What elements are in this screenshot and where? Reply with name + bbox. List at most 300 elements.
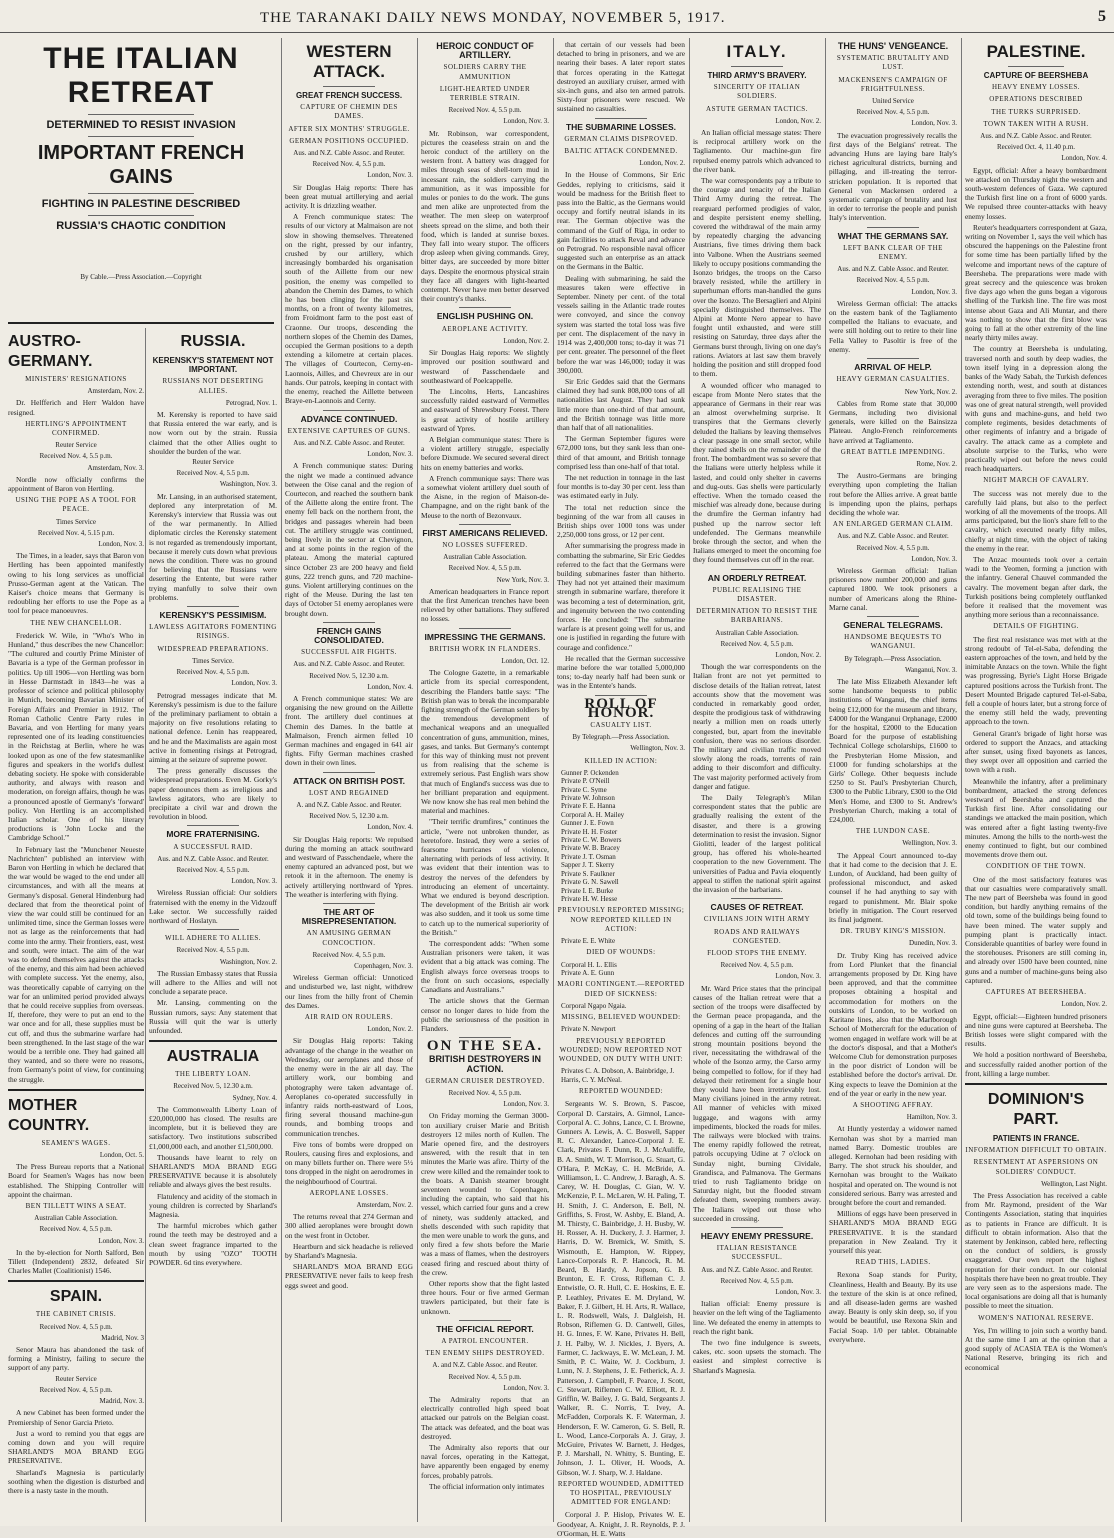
dateline: London, Nov. 3. xyxy=(775,1287,821,1296)
section-heading: DOMINION'S PART. xyxy=(987,1090,1085,1128)
paragraph: The press generally discusses the widespread preparations. Even M. Gorky's paper denounces them as irreligious and lawless agitators, who are likely to precipitate a civil war and drown the revolution in blood. xyxy=(149,766,277,822)
received: Received Nov. 5, 12.30 a.m. xyxy=(309,812,389,821)
section-heading: GENERAL TELEGRAMS. xyxy=(843,619,943,630)
lead-deck-2: IMPORTANT FRENCH GAINS xyxy=(37,142,245,188)
section-heading: ARRIVAL OF HELP. xyxy=(854,362,932,373)
received: Received Nov. 4, 5.5 p.m. xyxy=(856,108,930,117)
subheading: DETERMINATION TO RESIST THE BARBARIANS. xyxy=(696,607,818,625)
paragraph: He recalled that the German successive marine before the war totalled 5,000,000 tons; to-day nearly half had been sunk or was in the Entente's hands. xyxy=(557,653,685,691)
subheading: LEFT BANK CLEAR OF THE ENEMY. xyxy=(843,243,943,262)
subheading: THIRD ARMY'S BRAVERY. xyxy=(707,71,807,80)
subheading: SUCCESSFUL AIR FIGHTS. xyxy=(301,648,397,657)
paragraph: The Press Association has received a cable from Mr. Raymond, president of the War Contingents Association, stating that inquiries as to patients in France are difficult. It is difficult to obtain information. Also that the statement by Jenkinson, cabled here, reflecting on the conduct of soldiers, is grossly exaggerated. Our own report the highest reputation for their conduct. In our colonial hospitals there have been no great trouble. They are very seen as to the aspersions made. The local organisations are doing all that is humanly possible to meet the situation. xyxy=(965,1190,1107,1311)
dateline: London, Nov. 3. xyxy=(231,877,277,886)
subheading: LOST AND REGAINED xyxy=(309,788,389,797)
subheading: SINCERITY OF ITALIAN SOLDIERS. xyxy=(713,83,801,101)
paragraph: A French communique states: The results of our victory at Malmaison are not slow in showing themselves. Threatened on the right, pressed by our infantry, crushed by our artillery, which increasingly bombarded his organisation south of the Aillette from our new position, the enemy was compelled to abandon the Chemin des Dames, to which he has been clinging for the past six months, on a front of twenty kilometres, from Froidmont farm to the post east of Craonne. Our troops, descending the northern slopes of the Chemin des Dames, occupied the German positions to a depth extending a kilometre at certain places. The villages of Courtecon, Cerny-en-Laonnois, Ailles, and Chevreux are in our hands. Our patrols, keeping in contact with the enemy, reached the Aillette between Braye-en-Laonnois and Cerny. xyxy=(285,212,413,406)
subheading: HANDSOME BEQUESTS TO WANGANUI. xyxy=(844,633,942,651)
dateline: Sydney, Nov. 4. xyxy=(232,1093,277,1102)
paragraph: "Their terrific drumfires," continues the article, "were not unbroken thunder, as heretofore. Instead, they were a series of fearsome hurricanes of violence, alternating with periods of less activity. It was evident that their intention was to destroy the nerves of the defenders by introducing an element of uncertainty. What we endured is beyond description. The development of the British air work was also sudden, and it took us some time to catch up to the numerical superiority of the British." xyxy=(421,817,549,937)
paragraph: The evacuation progressively recalls the first days of the Belgians' retreat. The advancing Huns are laying bare Italy's richest agricultural districts, burning and pillaging, and ill-treating the terror-stricken population. It is reported that General von Mackensen ordered a systematic campaign of brutality and lust in order to terrorise the people and punish Italy's intervention. xyxy=(829,130,957,223)
paragraph: Mr. Robinson, war correspondent, pictures the ceaseless strain on and the heroic conduct of the artillery on the western front. A battery was dragged for miles through seas of shell-torn mud in incessant rain, the soldiers carrying the ammunition, as it was impossible for mules or ponies to do the work. The guns and men alike are unprotected from the weather. The men sleep on waterproof sheets spread on the slime, and both their food, which is landed at sunrise boxes. They fall into weary stupor. The officers drop asleep when giving commands. Grey, bitter days, are succeeded by more bitter days. Despite the enormous physical strain they face all dangers with light-hearted contempt. Never have men better deserved their country's thanks. xyxy=(421,128,549,304)
dateline: London, Oct. 12. xyxy=(501,656,549,665)
subheading: MACKENSEN'S CAMPAIGN OF FRIGHTFULNESS. xyxy=(838,75,948,93)
subheading: OPERATIONS DESCRIBED xyxy=(989,95,1083,104)
subheading: DR. TRUBY KING'S MISSION. xyxy=(840,927,946,936)
subheading: BEN TILLETT WINS A SEAT. xyxy=(25,1202,127,1211)
subheading: GERMAN CRUISER DESTROYED. xyxy=(425,1076,545,1085)
paragraph: Dealing with submarining, he said the measures taken were effective in September. Ninety per cent. of the total vessels sailing in the Atlantic trade routes were convoyed, and since the convoy system was started the total loss was five per cent. The displacement of the navy in 1914 was 2,400,000 tons; to-day it was 71 per cent. greater. The personnel of the fleet before the war was 146,000; today it was 390,000. xyxy=(557,273,685,375)
subheading: HERTLING'S APPOINTMENT CONFIRMED. xyxy=(25,419,127,438)
advertisement: Millions of eggs have been preserved in SHARLAND'S MOA BRAND EGG PRESERVATIVE. It is the standard preparation in New Zealand. Try it yourself this year. xyxy=(829,1209,957,1255)
paragraph: The success was not merely due to the carefully laid plans, but also to the perfect working of all the movements of the troops. All arms participated, but the lion's share fell to the cavalry, which executed nearly fifty miles, chiefly at night time, with the object of taking the enemy in the rear. xyxy=(965,488,1107,553)
paragraph: Though the war correspondents on the Italian front are not yet permitted to disclose details of the Italian retreat, latest accounts show that the movement was conducted in remarkably good order, despite the prodigious task of withdrawing nearly a million men on roads utterly congested, but, apart from the inevitable confusion, there was no serious disorder. The military and civilian traffic moved slowly along the roads, torrents of rain adding to their discomfort and difficulty. The vast majority performed actively from danger and fatigue. xyxy=(693,662,821,791)
subheading: LIGHT-HEARTED UNDER TERRIBLE STRAIN. xyxy=(439,84,531,103)
subheading: READ THIS, LADIES. xyxy=(855,1258,931,1267)
subheading: GERMAN POSITIONS OCCUPIED. xyxy=(289,136,409,145)
dateline: London, Oct. 5. xyxy=(99,1151,144,1160)
section-heading: ITALY. xyxy=(726,42,788,61)
received: Received Nov. 4, 5.5 p.m. xyxy=(39,1322,113,1331)
section-heading: FRENCH GAINS CONSOLIDATED. xyxy=(314,625,384,645)
masthead-title: THE TARANAKI DAILY NEWS MONDAY, NOVEMBER 5, 1917. xyxy=(260,10,726,26)
service: A. and N.Z. Cable Assoc. and Reuter. xyxy=(296,801,402,810)
subheading: CAPTURE OF CHEMIN DES DAMES. xyxy=(300,103,398,121)
paragraph: Cables from Rome state that 30,000 Germans, including two divisional generals, were killed on the Bainsizza Plateau. Anglo-French reinforcements have arrived at Tagliamento. xyxy=(829,398,957,445)
paragraph: Other reports show that the fight lasted three hours. Four or five armed German trawlers participated, but their fate is unknown. xyxy=(421,1278,549,1316)
casualty-category: MISSING, BELIEVED WOUNDED: xyxy=(561,1013,681,1022)
paragraph: Sir Douglas Haig reports: We slightly improved our position southward and westward of Passchendaele and southeastward of Poelcappelle. xyxy=(421,348,549,385)
subheading: GERMAN CLAIMS DISPROVED. xyxy=(564,134,678,143)
paragraph: Wireless German official: Unnoticed and undisturbed we, last night, withdrew our lines from the hilly front of Chemin des Dames. xyxy=(285,973,413,1010)
paragraph: On Friday morning the German 3000-ton auxiliary cruiser Marie and British destroyers 12 miles north of Kullen. The Marie opened fire, and the destroyers answered, with the result that in ten minutes the Marie was afire. Thirty of the crew were killed and the remainder took to the boats. A Danish steamer brought seventeen wounded to Copenhagen, including the captain, who said that his vessel, which carried four guns and a crew of ninety, was suddenly attacked, and shells descended with such rapidity that the men were unable to work the guns, and only fired a few shots before the Marie was a mass of flames, when the destroyers ceased firing and rescued about thirty of the crew. xyxy=(421,1111,549,1277)
dateline: Madrid, Nov. 3 xyxy=(101,1333,144,1342)
subheading: TOWN TAKEN WITH A RUSH. xyxy=(983,119,1089,128)
subheading: RESENTMENT AT ASPERSIONS ON SOLDIERS' CONDUCT. xyxy=(973,1158,1099,1176)
casualty-category: DIED OF WOUNDS: xyxy=(586,948,656,957)
received: Received Nov. 4, 5.5 p.m. xyxy=(39,1385,113,1394)
paragraph: A French communique states: During the night we made a continued advance between the Oise canal and the region of Courtecon, and reached the southern bank of the Aillette along the entire front. The enemy fell back on the northern front, the bridges and passages wherein had been cut. The artillery struggle was continued, being lively in the sector at Chevignon, and at some points in the region of the plateau. Among the material captured since October 23 are 200 heavy and field guns, 222 trench guns, and 720 machine-guns. Violent artillerying continues on the right of the Meuse. During the last ten days of October 51 enemy aeroplanes were brought down. xyxy=(285,461,413,618)
dateline: London, Nov. 3. xyxy=(367,450,413,459)
paragraph: At Huntly yesterday a widower named Kernohan was shot by a married man named Barry. Domestic troubles are alleged. Kernohan had been residing with Barry. The shot struck his shoulder, and Kernohan was brought to the Waikato hospital and operated on. The wound is not considered serious. Barry was arrested and brought before the court and remanded. xyxy=(829,1124,957,1207)
casualty-list: Corporal J. P. Hislop, Privates W. E. Goodyear, A. Knight, J. R. Reynolds, P. J. O'Gorman, H. E. Watts xyxy=(557,1510,685,1538)
advertisement: The two fine indulgence is sweets, cakes, etc. soon upsets the stomach. The easiest and simplest corrective is Sharland's Magnesia. xyxy=(693,1338,821,1375)
subheading: TEN ENEMY SHIPS DESTROYED. xyxy=(425,1349,545,1358)
paragraph: Reuter's headquarters correspondent at Gaza, writing on November 1, says the veil which has obscured the happenings on the Palestine front for some time has been partially lifted by the welcome and important news of the capture of Beersheba. The preparations were made with great secrecy and the quiescence was broken five days ago when the guns began a vigorous shelling of the Turkish line. The fire was most intense about Gaza and Ali Muntar, and there was nothing to show that the first blow was going to fall at the other extremity of the line nearly thirty miles away. xyxy=(965,222,1107,343)
subheading: ITALIAN RESISTANCE SUCCESSFUL. xyxy=(716,1244,798,1262)
dateline: Petrograd, Nov. 1. xyxy=(225,398,277,407)
dateline: London, Nov. 2. xyxy=(503,336,549,345)
lead-headlines xyxy=(8,38,274,368)
section-heading: ADVANCE CONTINUED. xyxy=(300,413,398,424)
received: Received Nov. 5, 12.30 a.m. xyxy=(309,671,389,680)
column-rule xyxy=(417,38,418,1522)
paragraph: The late Miss Elizabeth Alexander left some handsome bequests to public institutions of Wanganui, the chief items being £12,000 for the museum and library, £4000 for the Wanganui Orphanage, £2000 for the hospital, £2000 to the Education Board for the purpose of establishing Technical College scholarships, £1600 to the Presbyterian Home Mission, and £1000 for funding scholarships at the Girls' College. Other bequests include £250 to St. Paul's Presbyterian Church, £300 to the Public Library, £300 to the Old Men's Home, and £300 to St. Andrew's Presbyterian Church, making a total of £24,000. xyxy=(829,676,957,825)
subheading: MINISTERS' RESIGNATIONS xyxy=(25,375,127,383)
section-heading: RUSSIA. xyxy=(180,333,246,350)
paragraph: American headquarters in France report that the first American trenches have been relieved by other battalions. They suffered no losses. xyxy=(421,586,549,624)
casualty-category: KILLED IN ACTION: xyxy=(584,756,658,765)
subheading: AN AMUSING GERMAN CONCOCTION. xyxy=(306,929,392,947)
casualty-list: Corporal H. L. Ellis Private A. E. Gunn xyxy=(561,960,617,977)
section-heading: WESTERN ATTACK. xyxy=(306,42,392,81)
service: Reuter Service xyxy=(55,1374,97,1383)
casualty-category: PREVIOUSLY REPORTED WOUNDED; NOW REPORTED NOT WOUNDED, ON DUTY WITH UNIT: xyxy=(558,1036,684,1064)
received: Received Nov. 4, 5.5 p.m. xyxy=(856,543,930,552)
received: Received Nov. 4, 5.5 p.m. xyxy=(39,452,113,461)
service: United Service xyxy=(872,97,914,106)
casualty-category: REPORTED WOUNDED, ADMITTED TO HOSPITAL, PREVIOUSLY ADMITTED FOR ENGLAND: xyxy=(557,1479,685,1507)
service: Aus. and N.Z. Cable Assoc. and Reuter. xyxy=(980,132,1092,141)
dateline: London, Nov. 3. xyxy=(367,171,413,180)
section-heading: SPAIN. xyxy=(49,1288,103,1306)
section-heading: MORE FRATERNISING. xyxy=(166,829,260,840)
column-rule xyxy=(145,328,146,1522)
byline: By Cable.—Press Association.—Copyright xyxy=(80,273,202,281)
service: Australian Cable Association. xyxy=(443,553,527,562)
service: Aus. and N.Z. Cable Assoc. and Reuter. xyxy=(293,149,405,158)
subheading: AIR RAID ON ROULERS. xyxy=(304,1013,394,1022)
paragraph: The correspondent adds: "When some Australian prisoners were taken, it was evident that a big attack was coming. The English always force overseas troops to the front on such occasions, especially Canadians and Australians." xyxy=(421,939,549,995)
paragraph: After summarising the progress made in combatting the submarine, Sir Eric Geddes referred to the fact that the Germans were building submarines faster than hitherto. They had not yet attained their maximum strength in submarine warfare, therefore it was becoming a test of determination, grit, and ingenuity between the two contending forces. He concluded: "The submarine warfare is at present going well for us, and one is justified in regarding the future with courage and confidence." xyxy=(557,541,685,652)
paragraph: The article shows that the German censor no longer dares to hide from the public the seriousness of the position in Flanders. xyxy=(421,996,549,1033)
paragraph: We hold a position northward of Beersheba, and successfully raided another portion of the front, killing a large number. xyxy=(965,1050,1107,1078)
dateline: London, Nov. 2. xyxy=(775,650,821,659)
subheading: SEAMEN'S WAGES. xyxy=(41,1138,111,1147)
service: Reuter Service xyxy=(55,441,97,450)
casualty-category: PREVIOUSLY REPORTED MISSING; NOW REPORTED KILLED IN ACTION: xyxy=(557,906,685,933)
received: Received Nov. 5, 12.30 a.m. xyxy=(173,1082,253,1091)
paragraph: The Daily Telegraph's Milan correspondent states that the public are gradually realising the extent of the disaster, and there is a growing determination to resist the invasion. Signor Giolitti, leader of the largest political group, has offered his whole-hearted cooperation to the new Government. The universities of Padua and Pavia eloquently appeal to stiffen the national spirit against the invasion of the barbarians. xyxy=(693,793,821,895)
casualty-list: Privates C. A. Dobson, A. Bainbridge, J. Harris, C. Y. McNeal. xyxy=(561,1067,675,1084)
dateline: London, Nov. 2. xyxy=(1061,1000,1107,1009)
advertisement: Flatulency and acidity of the stomach in young children is corrected by Sharland's Magnesia. xyxy=(149,1191,277,1220)
received: Received Nov. 4, 5.5 p.m. xyxy=(176,946,250,955)
received: Received Nov. 4, 5.5 p.m. xyxy=(720,639,794,648)
subheading: CAPTURE OF BEERSHEBA xyxy=(983,71,1089,80)
received: Received Nov. 4, 5.5 p.m. xyxy=(448,1088,522,1097)
advertisement: The harmful microbes which gather round the teeth may be destroyed and a clean sweet fragrance imparted to the mouth by using "OZO" TOOTH POWDER. 6d tins everywhere. xyxy=(149,1221,277,1268)
service: Aus. and N.Z. Cable Assoc. and Reuter. xyxy=(293,660,405,669)
advertisement: Sharland's Magnesia is particularly soothing when the digestion is disturbed and there is a nasty taste in the mouth. xyxy=(8,1467,144,1495)
dateline: London, Nov. 3. xyxy=(911,287,957,296)
column-6 xyxy=(693,38,821,1522)
paragraph: A new Cabinet has been formed under the Premiership of Senor Garcia Prieto. xyxy=(8,1408,144,1427)
advertisement: Rexona Soap stands for Purity, Cleanliness, Health and Beauty. By its use the texture of the skin is at once refined, and all disease-laden germs are washed away. Beauty is only skin deep, so, if you would be beautiful, use Rexona Skin and Facial Soap. 1/0 per tablet. Obtainable everywhere. xyxy=(829,1270,957,1344)
paragraph: General Grant's brigade of light horse was ordered to support the Anzacs, and attacking after sunset, using fixed bayonets as lances, they swept over all opposition and carried the town with a rush. xyxy=(965,728,1107,775)
subheading: A SHOOTING AFFRAY. xyxy=(852,1100,934,1109)
paragraph: The Lincolns, Herts, Lancashires successfully raided eastward of Vermelles and eastward of Shrewsbury Forest. There is great activity of hostile artillery eastward of Ypres. xyxy=(421,386,549,433)
page-number: 5 xyxy=(1098,8,1106,25)
section-heading: HEROIC CONDUCT OF ARTILLERY. xyxy=(436,41,534,61)
paragraph: Egypt, official: After a heavy bombardment we attacked on Thursday night the western and south-western defences of Gaza. We captured the Turkish first line on a front of 6000 yards. We repulsed three counter-attacks with heavy enemy losses. xyxy=(965,165,1107,221)
paragraph: The Times, in a leader, says that Baron von Hertling has been appointed manifestly owing to his long services as unofficial Prusso-German agent at the Vatican. The Kaiser's choice means that Germany is redoubling her efforts to use the Pope as a tool for peace manoeuvres. xyxy=(8,551,144,616)
section-heading: CAUSES OF RETREAT. xyxy=(710,902,804,913)
paragraph: The Admiralty reports that an electrically controlled high speed boat attacked our patrols on the Belgian coast. The attack was defeated, and the boat was destroyed. xyxy=(421,1395,549,1441)
service: Aus. and N.Z. Cable Assoc. and Reuter. xyxy=(293,438,405,447)
received: Received Nov. 4, 5.5 p.m. xyxy=(176,865,250,874)
subheading: AEROPLANE ACTIVITY. xyxy=(441,324,529,333)
received: Received Nov. 4, 5.15 p.m. xyxy=(37,528,115,537)
paragraph: The country at Beersheba is undulating, traversed north and south by deep wadies, the town itself lying in a depression along the banks of the Wady Sabah, the Turkish defences extending north, west, and south at distances averaging from three to five miles. The position was one of great natural strength, well provided with guns and machine-guns, and held two complete regiments, besides detachments of other regiments of infantry and a brigade of cavalry. The attack came as a complete and absolute surprise to the Turks, who were practically wiped out before the news could reach headquarters. xyxy=(965,344,1107,474)
received: Received Nov. 4, 5.5 p.m. xyxy=(448,1372,522,1381)
service: Aus. and N.Z. Cable Assoc. and Reuter. xyxy=(157,854,269,863)
subheading: HEAVY ENEMY LOSSES. xyxy=(992,83,1080,92)
section-heading: ROLL OF HONOR. xyxy=(584,695,658,721)
service: Aus. and N.Z. Cable Assoc. and Reuter. xyxy=(837,265,949,274)
dateline: London, Nov. 3. xyxy=(911,119,957,128)
received: Received Nov. 4, 5.5 p.m. xyxy=(448,106,522,115)
paragraph: In the by-election for North Salford, Ben Tillett (Independent) 2832, defeated Sir Charles Mallet (Coalitionist) 1546. xyxy=(8,1247,144,1276)
advertisement: Heartburn and sick headache is relieved by Sharland's Magnesia. xyxy=(285,1241,413,1260)
subheading: THE TURKS SURPRISED. xyxy=(991,107,1081,116)
dateline: London, Nov. 3. xyxy=(98,540,144,549)
dateline: London, Nov. 3. xyxy=(503,1383,549,1392)
subheading: SYSTEMATIC BRUTALITY AND LUST. xyxy=(836,54,950,72)
paragraph: The German September figures were 672,000 tons, but they sank less than one-third of that amount, and British tonnage comprised less than one-half of that total. xyxy=(557,434,685,471)
subheading: EXTENSIVE CAPTURES OF GUNS. xyxy=(287,426,411,435)
subheading: THE CABINET CRISIS. xyxy=(35,1310,117,1319)
subheading: THE LUNDON CASE. xyxy=(855,827,931,836)
service: Australian Cable Association. xyxy=(715,628,799,637)
subheading: GREAT BATTLE IMPENDING. xyxy=(840,447,946,456)
paragraph: Mr. Lansing, commenting on the Russian rumors, says: Any statement that Russia will quit the war is utterly unfounded. xyxy=(149,998,277,1035)
paragraph: Sir Eric Geddes said that the Germans claimed they had sunk 808,000 tons of all nationalities last August. They had sunk little more than one-third of that amount, and the British tonnage was little more than half that of all nationalities. xyxy=(557,376,685,432)
subheading: AEROPLANE LOSSES. xyxy=(309,1188,389,1197)
dateline: London, Nov. 3. xyxy=(98,1236,144,1245)
lead-deck-1: DETERMINED TO RESIST INVASION xyxy=(46,119,236,131)
subheading: A SUCCESSFUL RAID. xyxy=(173,842,253,851)
dateline: Amsterdam, Nov. 2. xyxy=(87,387,144,396)
paragraph: Mr. Ward Price states that the principal causes of the Italian retreat were that a section of the troops were disaffected by the German peace propaganda, and the opening of a gap in the heart of the Italian defences and cutting off the surrounding strong mountain positions beyond the river, necessitating the withdrawal of the whole of the Isonzo army, the Carso army being compelled to follow, for if they had delayed their retirement for a single hour they would have been irretrievably lost. Many civilians joined in the army retreat. All manner of vehicles with mixed luggage, and wagons with army impediments, blocked the roads for miles. The railways were blocked with trains. The enemy rapidly followed the retreat, patrols occupying Udine at 7 o'clock on Sunday night, burning Cividale, Grandisca, and Palmanova. The Germans tried to rush Tagliamento bridge on Saturday night, but the flooded stream defeated them, sweeping numbers away. The Italians wiped out those who succeeded in crossing. xyxy=(693,983,821,1223)
dateline: London, Nov. 4. xyxy=(367,823,413,832)
paragraph: In February last the "Munchener Neueste Nachrichten" published an interview with Baron von Hertling in which he declared that the war would be waged to the end under all circumstances, and with all the means at Germany's disposal. General Hindenburg had declared that from the theoretical point of view the war could still be continued for an unlimited time, since the German losses were not as large as the reinforcements that had come into the army. Their frontiers, east, west and south, were intact. The aim of the war was to defend themselves against the attacks of the enemy, and this aim had been achieved with complete success. Yet the enemy, also, was theoretically capable of carrying on the war for an unlimited period provided always that he could receive supplies from overseas. If, therefore, they were to put an end to the war once and for all, these supplies must be cut off, and thus the submarine warfare had been strengthened. In the last stage of the war would be a terrible one. They had gained all they wanted, and so there were no reasons, from Germany's point of view, for continuing the struggle. xyxy=(8,844,144,1084)
paragraph: Sir Douglas Haig reports: Taking advantage of the change in the weather on Wednesday, our aeroplanes and those of the enemy were in the air all day. The artillery work, our bombing and photography were taken advantage of. Aeroplanes co-operated successfully in infantry raids north-eastward of Loos, firing several thousand machine-gun rounds, and bombing troops and communication trenches. xyxy=(285,1036,413,1138)
dateline: New York, Nov. 3. xyxy=(496,575,549,584)
dateline: Hamilton, Nov. 3. xyxy=(906,1113,957,1122)
subheading: BALTIC ATTACK CONDEMNED. xyxy=(564,147,678,156)
paragraph: The net reduction in tonnage in the last four months is to-day 30 per cent. less than was estimated early in July. xyxy=(557,472,685,501)
dateline: London, Nov. 3. xyxy=(503,117,549,126)
lead-headline: THE ITALIAN RETREAT xyxy=(43,42,239,109)
subheading: DETAILS OF FIGHTING. xyxy=(993,622,1079,631)
section-heading: MOTHER COUNTRY. xyxy=(8,1096,90,1134)
paragraph: Egypt, official:—Eighteen hundred prisoners and nine guns were captured at Beersheba. The British losses were slight compared with the results. xyxy=(965,1011,1107,1049)
paragraph: The Russian Embassy states that Russia will adhere to the Allies and will not conclude a separate peace. xyxy=(149,968,277,997)
service: Australian Cable Association. xyxy=(34,1214,118,1223)
column-rule xyxy=(825,38,826,1522)
dateline: Wellington, Nov. 3. xyxy=(902,839,957,848)
paragraph: The returns reveal that 274 German and 300 allied aeroplanes were brought down on the west front in October. xyxy=(285,1212,413,1240)
paragraph: The official information only intimates xyxy=(429,1481,545,1491)
subheading: WOMEN'S NATIONAL RESERVE. xyxy=(978,1313,1094,1322)
section-heading: IMPRESSING THE GERMANS. xyxy=(424,631,546,642)
section-heading: WHAT THE GERMANS SAY. xyxy=(837,230,949,241)
paragraph: In the House of Commons, Sir Eric Geddes, replying to criticisms, said it would be madness for the British fleet to pass into the Baltic, as the Germans would occupy and fortify neutral islands in its rear. The German objective was the command of the Gulf of Riga, in order to gain facilities to attack Reval and advance on Petrograd. No responsible naval officer suggested such an enterprise as an attack on the Germans in the Baltic. xyxy=(557,170,685,272)
advertisement: Thousands have learnt to rely on SHARLAND'S MOA BRAND EGG PRESERVATIVE because it is absolutely reliable and always gives the best results. xyxy=(149,1152,277,1190)
section-heading: ON THE SEA. xyxy=(426,1038,544,1055)
dateline: London, Nov. 4. xyxy=(367,682,413,691)
subheading: CIVILIANS JOIN WITH ARMY xyxy=(703,915,811,924)
paragraph: Wireless Russian official: Our soldiers fraternised with the enemy in the Vidzouff Lake sector. We successfully raided northward of Hoslatyn. xyxy=(149,888,277,925)
subheading: PATIENTS IN FRANCE. xyxy=(992,1133,1080,1143)
column-rule xyxy=(961,38,962,1522)
section-heading: ENGLISH PUSHING ON. xyxy=(436,311,534,322)
subheading: NIGHT MARCH OF CAVALRY. xyxy=(983,476,1089,485)
received: Received Oct. 4, 11.40 p.m. xyxy=(996,143,1076,152)
column-2 xyxy=(149,328,277,1522)
received: Received Nov. 4, 5.5 p.m. xyxy=(312,950,386,959)
dateline: London, Nov. 3. xyxy=(503,1100,549,1109)
received: Received Nov. 4, 5.5 p.m. xyxy=(720,1276,794,1285)
paragraph: The Admiralty also reports that our naval forces, operating in the Kattegat, have apparently been engaged by enemy forces, probably patrols. xyxy=(421,1443,549,1480)
subheading: FLOOD STOPS THE ENEMY. xyxy=(707,949,807,958)
subheading: SOLDIERS CARRY THE AMMUNITION xyxy=(443,63,527,81)
section-heading: KERENSKY'S PESSIMISM. xyxy=(159,610,267,621)
subheading: GREAT FRENCH SUCCESS. xyxy=(295,91,403,100)
dateline: London, Nov. 4. xyxy=(1061,154,1107,163)
advertisement: Just a word to remind you that eggs are coming down and you will require SHARLAND'S MOA BRAND EGG PRESERVATIVE. xyxy=(8,1428,144,1466)
paragraph: Frederick W. Wile, in "Who's Who in Hunland," thus describes the new Chancellor: "The cultured and courtly Prime Minister of Bavaria is a type of the German professor in politics. Up till 1906—von Hertling was born in Hesse Darmstadt in 1843—he was a professor of science and political philosophy in Munich, becoming Bavarian Minister of Foreign Affairs and Premier in 1912. The Roman Catholic Centre Party rules in Bavaria, and von Hertling for many years represented one of its leading constituencies in the Reichstag at Berlin, where he was looked upon as one of the few statesmanlike figures and speakers in the world's dullest debating society. He spoke with considerable authority, and always with reason and moderation, on foreign affairs, though he was a pronounced apostle of Germany's 'forward' policy. Von Hertling is an accomplished Italian scholar. One of his literary productions is 'John Locke and the Cambridge School.'" xyxy=(8,630,144,843)
dateline: Madrid, Nov. 3. xyxy=(99,1397,144,1406)
received: Received Nov. 4, 5.5 p.m. xyxy=(176,668,250,677)
subheading: RUSSIANS NOT DESERTING ALLIES. xyxy=(162,377,264,395)
subheading: THE NEW CHANCELLOR. xyxy=(30,618,122,627)
paragraph: Nordle now officially confirms the appointment of Baron von Hertling. xyxy=(8,474,144,494)
paragraph: The Cologne Gazette, in a remarkable article from its special correspondent, describing the Flanders battle says: "The British plan was to break the incomparable fighting strength of the German soldiers by the tremendous development of mechanical weapons and an unequalled concentration of guns, ammunition, mines, gases, and tanks. But Germany's contempt for this way of thinking must not prevent us from realising that the scheme is extremely serious. Past English wars show that much of England's success was due to her brilliant preparation and equipment. We now know she has real men behind the material and machines. xyxy=(421,668,549,816)
casualty-list: Gunner P. Ockenden Private P. O'Neill Private C. Syme Private W. Johnson Private F. E. Hanna Corporal A. H. Mailey Gunner J. E. Fown Private H. H. Foster Private C. W. Bowers Private W. B. Bracey Private J. T. Osman Sapper J. T. Skerry Private S. Faulkner Private G. N. Sawell Private I. E. Burke Private H. W. Hesse xyxy=(561,768,625,903)
subheading: AN ENLARGED GERMAN CLAIM. xyxy=(832,520,954,529)
section-heading: FIRST AMERICANS RELIEVED. xyxy=(422,527,548,538)
paragraph: Meanwhile the infantry, after a preliminary bombardment, attacked the strong defences westward of Beersheba and captured the Turkish first line. After consolidating our standings we attacked the main position, which was entered after a fight lasting twenty-five minutes. Among the hills to the north-west the enemy continued to fight, but our combined movements drove them out. xyxy=(965,776,1107,860)
subheading: USING THE POPE AS A TOOL FOR PEACE. xyxy=(15,496,137,514)
paragraph: One of the most satisfactory features was that our casualties were comparatively small. The new part of Beersheba was found in good condition, but hardly anything remains of the old town, some of the buildings being found to have been mined. The water supply and pumping plant is practically intact. Considerable quantities of barley were found in the storehouses. Prisoners are still coming in, and already over 1500 have been counted, nine guns and a number of machine-guns being also captured. xyxy=(965,874,1107,985)
paragraph: The Commonwealth Liberty Loan of £20,000,000 has closed. The results are incomplete, but it is believed they are satisfactory. Two institutions subscribed £1,000,000 each, and another £1,500,000. xyxy=(149,1104,277,1151)
column-8 xyxy=(965,38,1107,1522)
dateline: Rome, Nov. 2. xyxy=(916,459,957,468)
column-rule xyxy=(553,38,554,1522)
received: Received Nov. 4, 5.5 p.m. xyxy=(720,961,794,970)
casualty-category: REPORTED WOUNDED: xyxy=(579,1087,663,1096)
service: Aus. and N.Z. Cable Assoc. and Reuter. xyxy=(837,532,949,541)
received: Received Nov. 4, 5.5 p.m. xyxy=(312,160,386,169)
paragraph: Dr. Helfferich and Herr Waldon have resigned. xyxy=(8,398,144,417)
paragraph: A French communique says: There was a somewhat violent artillery duel south of the Aisne, in the region of Maison-de-Champagne, and on the right bank of the Meuse to the north of Bezonvaux. xyxy=(421,473,549,520)
paragraph: A wounded officer who managed to escape from Monte Nero states that the appearance of Germans in their rear was an almost overwhelming surprise. It transpires that the Germans cleverly deluded the Italians by leaving themselves a clear passage in one small sector, while they rained shells on the remainder of the front. The bombardment was so severe that the Italians were utterly helpless while it lasted, and could only shelter in caverns and dug-outs. Gas shells were particularly effective. When the tornado ceased the mischief was already done, because during the drumfire the German infantry had pushed up the narrow sector left undefended. The Germans meanwhile broke through the sector, and when the Italians emerged to meet the oncoming foe they found themselves cut off in the rear. xyxy=(693,380,821,565)
service: Reuter Service xyxy=(192,458,234,467)
dateline: Wellington, Last Night. xyxy=(1041,1179,1107,1188)
subheading: BRITISH WORK IN FLANDERS. xyxy=(429,644,541,653)
paragraph: Mr. Lansing, in an authorised statement, deplored any interpretation of M. Kerensky's interview that Russia was out of the war permanently. In Allied diplomatic circles the Kerensky statement is not regarded as tremendously important, because it merely cuts down what previous news the condition. There was no ground for believing that the Russians were deserting the Entente, but were rather trying manfully to solve their own problems. xyxy=(149,491,277,602)
paragraph: The first real resistance was met with at the strong redoubt of Tel-el-Saba, defending the eastern approaches of the town, and held by the inimitable Anzacs on the town. While the fight was progressing, Byrie's Light Horse Brigade captured positions across the Turkish front. The Desert Mounted Brigade captured Tel-el-Saba, fell a couple of hours later, but a strong force of the enemy still held the wady, preventing approach to the town. xyxy=(965,634,1107,727)
dateline: Wanganui, Nov. 3. xyxy=(904,665,957,674)
subheading: INFORMATION DIFFICULT TO OBTAIN. xyxy=(965,1146,1107,1155)
section-heading: PALESTINE. xyxy=(986,42,1086,61)
column-rule xyxy=(689,38,690,1522)
subheading: ASTUTE GERMAN TACTICS. xyxy=(706,104,808,113)
service: Times Service xyxy=(56,517,96,526)
section-heading: THE SUBMARINE LOSSES. xyxy=(565,121,677,132)
dateline: Amsterdam, Nov. 3. xyxy=(87,463,144,472)
dateline: Dunedin, Nov. 3. xyxy=(909,939,957,948)
lead-rule xyxy=(8,322,274,324)
subheading: A PATROL ENCOUNTER. xyxy=(441,1337,529,1345)
paragraph: Dr. Truby King has received advice from Lord Plunket that the financial arrangements proposed by Dr. King have been approved, and that the committee proposes obtaining a hospital and accommodation for mothers on the outskirts of London, to be worked on Karitane lines, also that the Marlborough School of Mothercraft for the education of women engaged in welfare work will be at the doctor's disposal, and that a Mother's Welcome Club for demonstration purposes in the poor district of London will be established before the doctor's arrival. Dr. King expects to leave the Dominion at the end of the year or early in the new year. xyxy=(829,950,957,1098)
paragraph: that certain of our vessels had been detached to bring in prisoners, and we are nearing their bases. A later report states that forces operating in the Kattegat destroyed an auxiliary cruiser, armed with six-inch guns, and also ten armed patrols. Sixty-four prisoners were rescued. We sustained no casualties. xyxy=(557,40,685,114)
dateline: London, Nov. 3. xyxy=(231,679,277,688)
section-heading: THE OFFICIAL REPORT. xyxy=(436,1323,534,1334)
paragraph: Five tons of bombs were dropped on Roulers, causing fires and explosions, and on many billets further on. There were 5½ tons dropped in the night on aerodromes in the neighbourhood of Courtrai. xyxy=(285,1139,413,1186)
casualty-category: MAORI CONTINGENT.—REPORTED DIED OF SICKNESS: xyxy=(557,980,685,998)
paragraph: The total net reduction since the beginning of the war from all causes in British ships over 1000 tons was under 2,250,000 tons gross, or 12 per cent. xyxy=(557,502,685,540)
paragraph: The Austro-Germans are bringing everything upon completing the Italian rout before the Allies arrive. A great battle is impending upon the plains, perhaps deciding the whole war. xyxy=(829,471,957,517)
subheading: CASUALTY LIST. xyxy=(590,721,652,730)
casualty-list: Private E. E. White xyxy=(561,936,616,945)
subheading: LAWLESS AGITATORS FOMENTING RISINGS. xyxy=(149,623,277,641)
dateline: London, Nov. 2. xyxy=(639,159,685,168)
subheading: WILL ADHERE TO ALLIES. xyxy=(164,934,262,943)
paragraph: Italian official: Enemy pressure is heavier on the left wing of the Tagliamento line. We defeated the enemy in attempts to reach the right bank. xyxy=(693,1299,821,1336)
casualty-list: Corporal Ngapo Ngaia. xyxy=(561,1001,627,1010)
paragraph: The war correspondents pay a tribute to the courage and tenacity of the Italian Third Army during the retreat. The rearguard performed prodigies of valor, and despite persistent enemy shelling, covered the withdrawal of the main army by repeatedly charging the advancing Austrians, five times driving them back into Valbone. When the Austrians seemed likely to occupy positions commanding the Isonzo bridges, the troops on the Carso bravely resisted, while the artillery in superhuman efforts man-handled the guns over the Isonzo. The Bersaglieri and Alpini specially distinguished themselves. The Alpini at Monte Nero appear to have fought until exhausted, and were still resisting on Saturday, three days after the Germans burst through, living on one day's rations. Aviators at last saw them bravely holding the position and still dropped food to them. xyxy=(693,176,821,379)
paragraph: Senor Maura has abandoned the task of forming a Ministry, failing to secure the support of any party. xyxy=(8,1345,144,1373)
casualty-list: Private N. Newport xyxy=(561,1025,616,1034)
subheading: NO LOSSES SUFFERED. xyxy=(442,540,528,549)
dateline: Amsterdam, Nov. 2. xyxy=(356,1200,413,1209)
paragraph: Sir Douglas Haig reports: We repulsed during the morning an attack southward and westward of Passchendaele, where the enemy captured an advanced post, but we retook it in the afternoon. The enemy is actively artillerying northward of Ypres. The weather is interfering with flying. xyxy=(285,834,413,899)
column-1 xyxy=(8,328,144,1522)
received: Received Nov. 4, 5.5 p.m. xyxy=(856,276,930,285)
dateline: Washington, Nov. 2. xyxy=(219,957,277,966)
subheading: CAPTURES AT BEERSHEBA. xyxy=(985,988,1087,997)
dateline: New York, Nov. 2. xyxy=(904,387,957,396)
dateline: Wellington, Nov. 3. xyxy=(630,744,685,753)
advertisement: Yes, I'm willing to join such a worthy band. At the same time I am at the opinion that a good supply of ACASIA TEA is the Women's National Reserve, bringing its rich and economical xyxy=(965,1325,1107,1372)
dateline: London, Nov. 3. xyxy=(775,972,821,981)
received: Received Nov. 4, 5.5 p.m. xyxy=(448,564,522,573)
column-3 xyxy=(285,38,413,1522)
paragraph: Sir Douglas Haig reports: There has been great mutual artillerying and aerial activity. It is drizzling weather. xyxy=(285,182,413,211)
column-rule xyxy=(281,38,282,1522)
column-7 xyxy=(829,38,957,1522)
paragraph: An Italian official message states: There is reciprocal artillery work on the Tagliamento. Our machine-gun fire repulsed enemy patrols which advanced to the river bank. xyxy=(693,128,821,174)
received: Received Nov. 4, 5.5 p.m. xyxy=(39,1225,113,1234)
section-heading: THE ART OF MISREPRESENTATION. xyxy=(301,907,397,927)
service: By Telegraph.—Press Association. xyxy=(572,733,670,742)
section-heading: ATTACK ON BRITISH POST. xyxy=(292,775,406,786)
lead-deck-4: RUSSIA'S CHAOTIC CONDITION xyxy=(56,220,226,232)
column-5 xyxy=(557,38,685,1538)
dateline: London, Nov. 2. xyxy=(775,116,821,125)
paragraph: Wireless German official: The attacks on the eastern bank of the Tagliamento compelled the Italians to evacuate, and were still holding out to retire to their line Fella Valley to Pasoltir is free of the enemy. xyxy=(829,298,957,354)
paragraph: Wireless German official: Italian prisoners now number 200,000 and guns captured 1800. We took prisoners a number of Americans along the Rhine-Marne canal. xyxy=(829,565,957,612)
section-heading: AUSTRALIA xyxy=(166,1048,260,1066)
received: Received Nov. 4, 5.5 p.m. xyxy=(176,469,250,478)
column-4 xyxy=(421,38,549,1522)
section-heading: HEAVY ENEMY PRESSURE. xyxy=(700,1230,814,1241)
paragraph: A Belgian communique states: There is a violent artillery struggle, especially before Dixmude. We secured several direct hits on enemy batteries and works. xyxy=(421,434,549,472)
subheading: AFTER SIX MONTHS' STRUGGLE. xyxy=(288,124,410,133)
paragraph: M. Kerensky is reported to have said that Russia entered the war early, and is now worn out by the strain. Russia claimed that the other Allies ought to shoulder the burden of the war. xyxy=(149,410,277,456)
service: By Telegraph.—Press Association. xyxy=(844,654,942,663)
service: A. and N.Z. Cable Assoc. and Reuter. xyxy=(432,1361,538,1370)
paragraph: The Anzac mounteds took over a certain wadi to the Yeomen, forming a junction with the infantry. General Chauvel commanded the cavalry. The movement began after dark, the Turkish positions being completely outflanked before it realised that the movement was anything more serious than a reconnaissance. xyxy=(965,554,1107,620)
subheading: WIDESPREAD PREPARATIONS. xyxy=(157,644,269,653)
paragraph: Petrograd messages indicate that M. Kerensky's pessimism is due to the failure of the preliminary parliament to obtain a majority on five resolutions relating to national defence. Lenin has reappeared, and he and the Maximalists are again most active in fomenting risings at Petrograd, aiming at the seizure of supreme power. xyxy=(149,690,277,764)
dateline: Copenhagen, Nov. 3. xyxy=(354,962,413,971)
section-heading: THE HUNS' VENGEANCE. xyxy=(837,41,949,51)
lead-deck-3: FIGHTING IN PALESTINE DESCRIBED xyxy=(41,198,241,210)
